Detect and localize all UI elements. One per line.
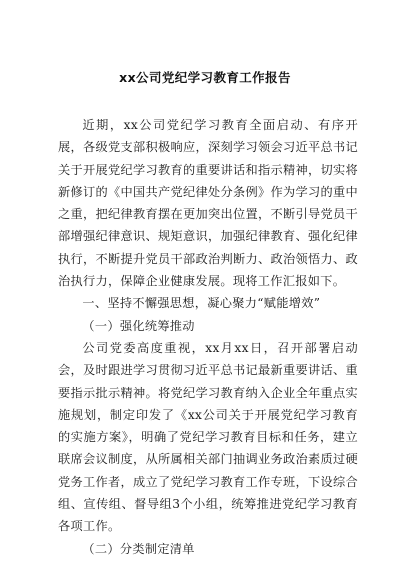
document-title: xx公司党纪学习教育工作报告 [119, 70, 291, 85]
intro-paragraph: 近期，xx公司党纪学习教育全面启动、有序开展，各级党支部积极响应，深刻学习领会习近平总书记关于开展党纪学习教育的重要讲话和指示精神，切实将新修订的《中国共产党纪律处分条例》作为学习的重中之重，把纪律教育摆在更加突出位置，不断引导党员干部增强纪律意识、规矩意识，加强纪律教育、强化纪律执行，不断提升党员干部政治判断力、政治领悟力、政治执行力，保障企业健康发展。现将工作汇报如下。 [58, 118, 358, 289]
section-1-heading: 一、坚持不懈强思想，凝心聚力“赋能增效” [82, 296, 321, 311]
subsection-2-heading: （二）分类制定清单 [82, 541, 195, 556]
document-body [58, 114, 358, 560]
subsection-1-paragraph: 公司党委高度重视，xx月xx日，召开部署启动会，及时跟进学习贯彻习近平总书记最新重要讲话、重要指示批示精神。将党纪学习教育纳入企业全年重点实施规划，制定印发了《xx公司关于开展党纪学习教育的实施方案》，明确了党纪学习教育目标和任务，建立联席会议制度，从所属相关部门抽调业务政治素质过硬党务工作者，成立了党纪学习教育工作专班，下设综合组、宣传组、督导组3个小组，统筹推进党纪学习教育各项工作。 [58, 340, 358, 534]
subsection-1-heading: （一）强化统筹推动 [82, 318, 195, 333]
